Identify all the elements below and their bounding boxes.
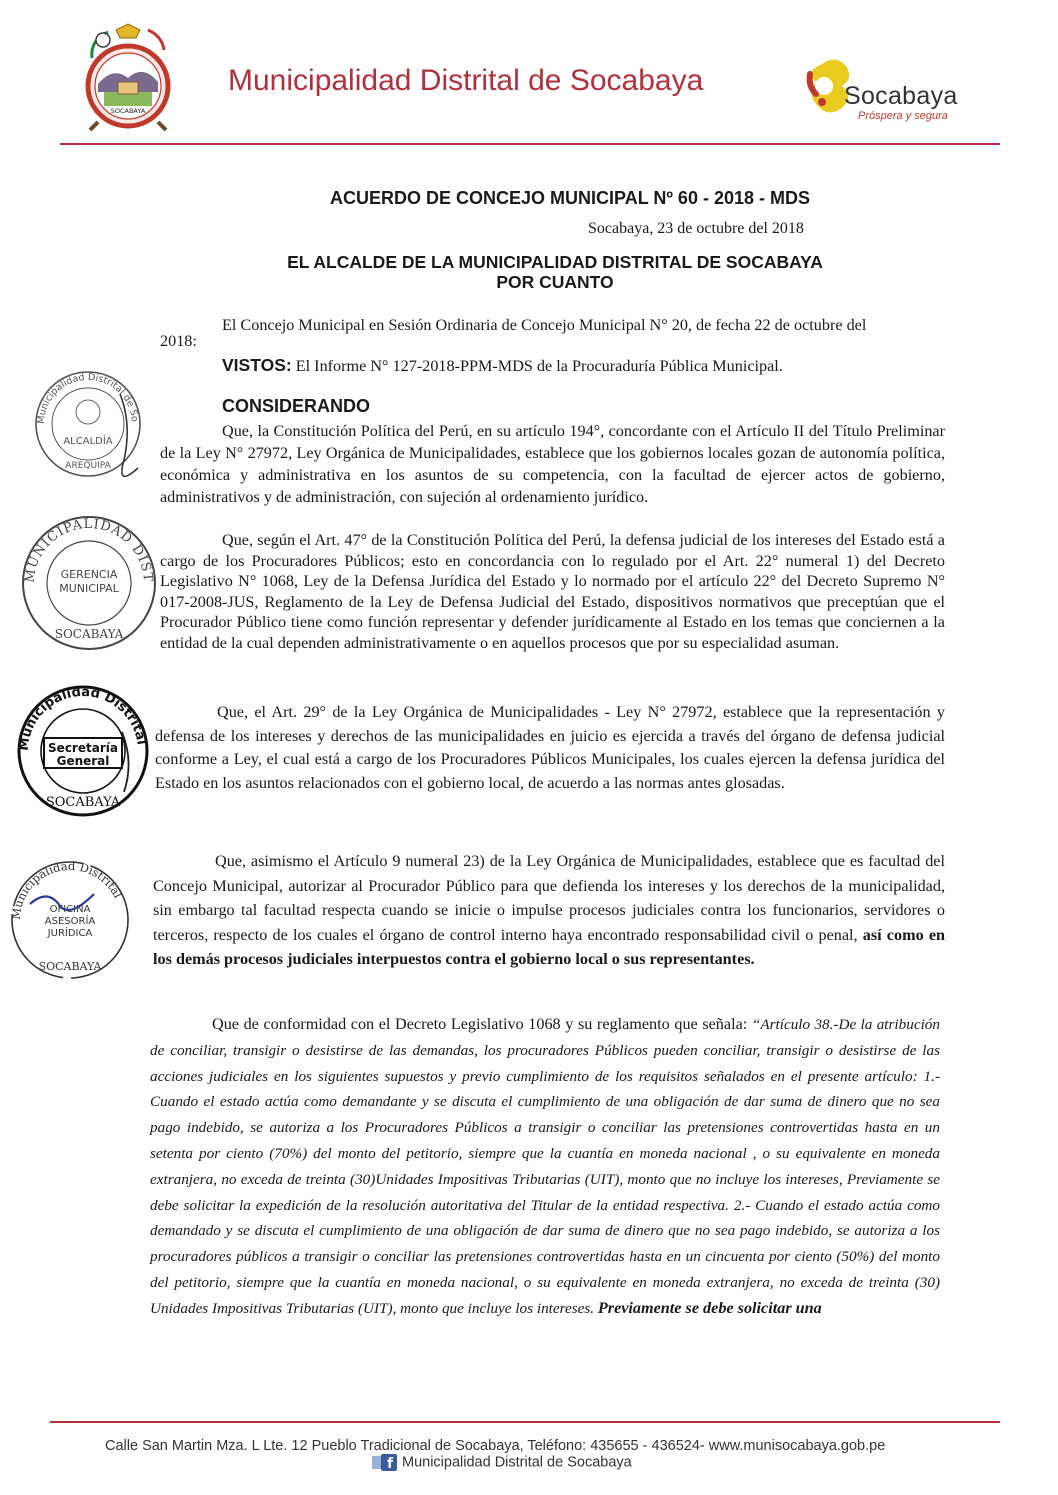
paragraph-5-bold: Previamente se debe solicitar una — [597, 1298, 822, 1317]
stamp-secretaria — [14, 682, 152, 820]
paragraph-1 — [160, 420, 945, 508]
stamp-gerencia — [18, 512, 160, 654]
footer-address: Calle San Martin Mza. L Lte. 12 Pueblo Tradicional de Socabaya, Teléfono: 435655 - 436524- www.munisocabaya.gob.pe — [105, 1438, 886, 1454]
facebook-icon — [372, 1454, 398, 1471]
stamp-4-center-3: JURÍDICA — [47, 928, 93, 939]
header-title: Municipalidad Distrital de Socabaya — [228, 64, 704, 97]
paragraph-2-text: Que, según el Art. 47° de la Constitución Política del Perú, la defensa judicial de los intereses del Estado está a cargo de los Procuradores Públicos; esto en concordancia con lo regulado por el Art. 22° numeral 1) del Decreto Legislativo N° 1068, Ley de la Defensa Jurídica del Estado y lo normado por el artículo 22° del Decreto Supremo N° 017-2008-JUS, Reglamento de la Ley de Defensa Judicial del Estado, dispositivos normativos que preceptúan que el Procurador Público tiene como función representar y defender jurídicamente al Estado en los temas que conciernen a la entidad de la cual dependen administrativamente o en aquellos procesos que por su especialidad asuman. — [160, 531, 945, 652]
facebook-label: Municipalidad Distrital de Socabaya — [402, 1454, 632, 1471]
stamp-3-bottom: SOCABAYA — [45, 795, 121, 810]
paragraph-3-text: Que, el Art. 29° de la Ley Orgánica de Municipalidades - Ley N° 27972, establece que la representación y defensa de los intereses y derechos de las municipalidades en juicio es ejercida a través del órgano de defensa judicial conforme a Ley, el cual está a cargo de los Procuradores Públicos Municipales, los cuales ejercen la defensa jurídica del Estado en los asuntos relacionados con el gobierno local, de acuerdo a las normas antes glosadas. — [155, 703, 945, 792]
stamp-3-ring: Municipalidad Distrital — [16, 684, 149, 752]
header-divider — [60, 143, 1000, 145]
stamp-3-center-1: Secretaría — [48, 741, 118, 755]
vistos-label: VISTOS: — [222, 355, 292, 375]
brand-name: Socabaya — [844, 82, 958, 110]
paragraph-2 — [160, 530, 945, 653]
stamp-3-center-2: General — [56, 754, 110, 768]
stamp-4-center-2: ASESORÍA — [44, 916, 96, 927]
stamp-1-bottom: AREQUIPA — [65, 461, 111, 471]
vistos-line — [222, 355, 783, 376]
municipal-emblem — [78, 22, 178, 134]
socabaya-brand-logo — [802, 52, 972, 124]
vistos-text: El Informe N° 127-2018-PPM-MDS de la Procuraduría Pública Municipal. — [291, 357, 783, 375]
stamp-4-ring: Municipalidad Distrital — [8, 858, 126, 921]
svg-text:f: f — [386, 1455, 394, 1471]
stamp-4-center-1: OFICINA — [49, 904, 91, 915]
paragraph-1-text: Que, la Constitución Política del Perú, en su artículo 194°, concordante con el Artículo II del Título Preliminar de la Ley N° 27972, Ley Orgánica de Municipalidades, establece que los gobiernos locales gozan de autonomía política, económica y administrativa en los asuntos de su competencia, con la facultad de ejercer actos de gobierno, administrativos y de administración, con sujeción al ordenamiento jurídico. — [160, 422, 945, 506]
document-date: Socabaya, 23 de octubre del 2018 — [588, 220, 804, 237]
issuer-line: EL ALCALDE DE LA MUNICIPALIDAD DISTRITAL DE SOCABAYA — [287, 252, 823, 272]
considerando-heading: CONSIDERANDO — [222, 396, 371, 416]
paragraph-4 — [153, 849, 945, 972]
paragraph-5-quote: “Artículo 38.-De la atribución de conciliar, transigir o desistirse de las demandas, los procuradores Públicos pueden conciliar, transigir o desistirse de las acciones judiciales en los siguientes supuestos y previo cumplimiento de los requisitos señalados en el presente artículo: 1.- Cuando el estado actúa como demandante y se discuta el cumplimiento de una obligación de dar suma de dinero que no sea pago indebido, se autoriza a los Procuradores Públicos a transigir o conciliar las pretensiones controvertidas hasta en un setenta por ciento (70%) del monto del petitorio, siempre que la cuantía en moneda nacional , o su equivalente en moneda extranjera, no exceda de treinta (30)Unidades Impositivas Tributarias (UIT), monto que no incluye los intereses, Previamente se debe solicitar la expedición de la resolución autoritativa del Titular de la entidad respectiva. 2.- Cuando el estado actúa como demandado y se discuta el cumplimiento de una obligación de dar suma de dinero que no sea pago indebido, se autoriza a los procuradores públicos a transigir o conciliar las pretensiones controvertidas hasta en un cincuenta por ciento (50%) del monto del petitorio, siempre que la cuantía en moneda nacional, o su equivalente en moneda extranjera, no exceda de treinta (30) Unidades Impositivas Tributarias (UIT), monto que incluye los intereses. — [150, 1016, 940, 1317]
stamp-1-center: ALCALDÍA — [63, 436, 113, 447]
stamp-2-ring: MUNICIPALIDAD DIST — [22, 516, 156, 584]
paragraph-4-text: Que, asimismo el Artículo 9 numeral 23) de la Ley Orgánica de Municipalidades, establece que es facultad del Concejo Municipal, autorizar al Procurador Público para que defienda los intereses y los derechos de la municipalidad, sin embargo tal facultad respecta cuando se inicie o impulse procesos judiciales contra los funcionarios, servidores o terceros, respecto de los cuales el órgano de control interno haya encontrado responsabilidad civil o penal, — [153, 852, 945, 944]
paragraph-5 — [150, 1012, 940, 1322]
intro-text: El Concejo Municipal en Sesión Ordinaria de Concejo Municipal N° 20, de fecha 22 de octubre del — [222, 316, 867, 334]
footer-divider — [50, 1421, 1000, 1423]
stamp-asesoria-juridica — [8, 858, 132, 982]
document-title: ACUERDO DE CONCEJO MUNICIPAL Nº 60 - 2018 - MDS — [330, 188, 810, 208]
stamp-2-bottom: SOCABAYA — [54, 627, 124, 641]
paragraph-3 — [155, 701, 945, 795]
paragraph-4-bold: así como en los demás procesos judiciales interpuestos contra el gobierno local o sus representantes. — [153, 925, 946, 968]
stamp-alcaldia — [28, 364, 148, 484]
stamp-2-center-1: GERENCIA — [60, 568, 118, 581]
intro-year: 2018: — [160, 332, 197, 350]
paragraph-5-lead: Que de conformidad con el Decreto Legislativo 1068 y su reglamento que señala: — [212, 1015, 752, 1033]
stamp-4-bottom: SOCABAYA — [38, 960, 102, 973]
stamp-2-center-2: MUNICIPAL — [59, 582, 119, 595]
brand-tagline: Próspera y segura — [858, 110, 948, 122]
emblem-label: SOCABAYA — [110, 107, 146, 115]
por-cuanto: POR CUANTO — [496, 272, 614, 292]
footer-facebook — [372, 1453, 632, 1473]
stamp-1-ring: Municipalidad Distrital de So — [35, 371, 141, 425]
